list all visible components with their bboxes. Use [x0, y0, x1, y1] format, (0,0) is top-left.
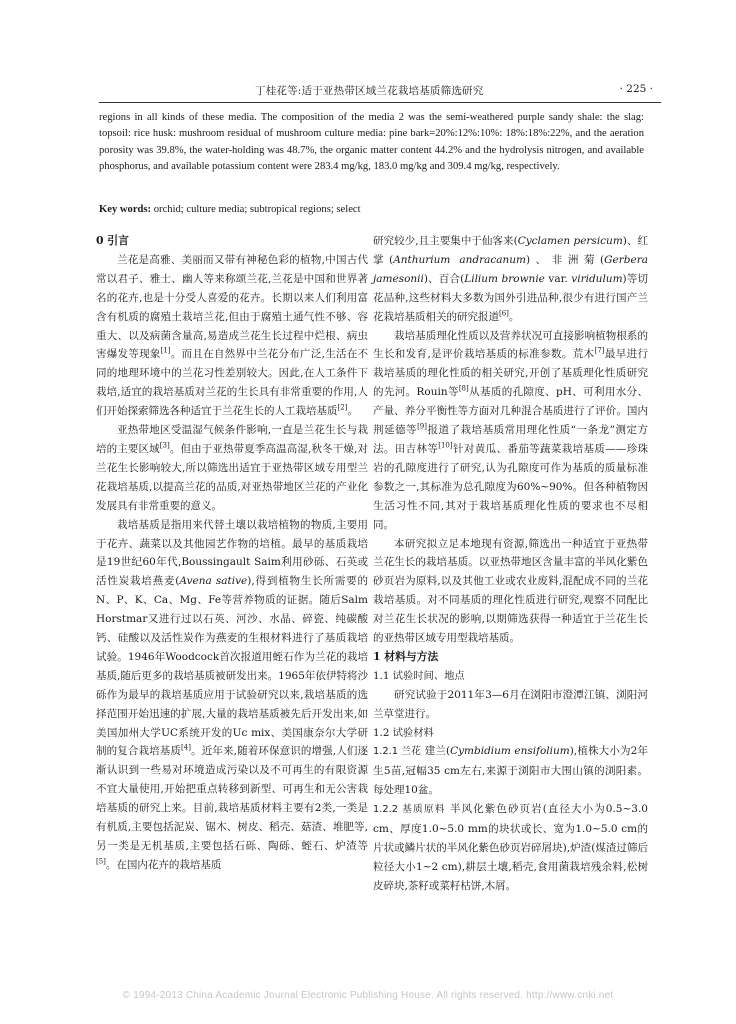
text-run: 兰花是高雅、美丽而又带有神秘色彩的植物,中国古代常以君子、雅士、幽人等来称颂兰花,兰花是中国和世界著名的花卉,也是十分受人喜爱的花卉。长期以来人们利用富含有机质的腐殖土栽培兰花,但由于腐殖土通气性不够、容重大、以及病菌含量高,易造成兰花生长过程中烂根、病虫害爆发等现象	[96, 253, 368, 361]
paragraph-intro-5: 本研究拟立足本地现有资源,筛选出一种适宜于亚热带兰花生长的栽培基质。以亚热带地区含量丰富的半风化紫色砂页岩为原料,以及其他工业或农业废料,混配成不同的兰花栽培基质。对不同基质的理化性质进行研究,观察不同配比对兰花生长状况的影响,以期筛选获得一种适宜于兰花生长的亚热带区域专用型栽培基质。	[373, 537, 648, 645]
text-run: 。近年来,随着环保意识的增强,人们逐渐认识到一些易对环境造成污染以及不可再生的有限资源不宜大量使用,开始把重点转移到新型、可再生和无公害栽培基质的研究上来。目前,栽培基质材料主要有2类,一类是有机质,主要包括泥炭、锯木、树皮、稻壳、菇渣、堆肥等,另一类是无机基质,主要包括石砾、陶砾、蛭石、炉渣等	[96, 745, 368, 852]
paragraph-intro-3-cont	[373, 232, 648, 327]
text-run: 。而且在自然界中兰花分布广泛,生活在不同的地理环境中的兰花习性差别较大。因此,在人工条件下栽培,适宜的栽培基质对兰花的生长具有非常重要的作用,人们开始探索筛选各种适宜于兰花生长的人工栽培基质	[96, 348, 369, 418]
text-run: )等切花品种,这些材料大多数为国外引进品种,很少有进行国产兰花栽培基质相关的研究报道	[373, 272, 648, 323]
text-run: 从基质的孔隙度、pH、可利用水分、产量、养分平衡性等方面对几种混合基质进行了评价。国内荆延德等	[373, 386, 648, 437]
copyright-footer: © 1994-2013 China Academic Journal Electronic Publishing House. All rights reserved. http://www.cnki.net	[122, 990, 614, 1001]
latin-name: Avena sative	[179, 575, 248, 588]
text-run: 。在国内花卉的栽培基质	[105, 858, 222, 871]
item-label: 1.2.2 基质原料	[373, 804, 446, 816]
keywords-label: Key words:	[99, 204, 152, 215]
text-run: 最早进行栽培基质的理化性质的相关研究,开创了基质理化性质研究的先河。Rouin等	[373, 348, 648, 399]
citation: [9]	[417, 422, 427, 431]
citation: [3]	[159, 441, 170, 450]
latin-name: viridulum	[571, 272, 623, 285]
text-run: 。	[508, 310, 520, 323]
text-run: ),得到植物生长所需要的N、P、K、Ca、Mg、Fe等营养物质的证据。随后Salm Horstmar又进行过以石英、河沙、水晶、碎瓷、纯碳酸钙、硅酸以及活性炭作为燕麦的生根材料进行了基质栽培试验。1946年Woodcock首次报道用蛭石作为兰花的栽培基质,随后更多的栽培基质被研发出来。1965年依伊特将沙砾作为最早的栽培基质应用于试验研究以来,栽培基质的选择范围开始迅速的扩展,大量的栽培基质被先后开发出来,如美国加州大学UC系统开发的Uc mix、美国康奈尔大学研制的复合栽培基质	[96, 575, 368, 758]
citation: [5]	[96, 857, 106, 866]
running-title: 丁桂花等:适于亚热带区域兰花栽培基质筛选研究	[255, 85, 484, 97]
citation: [4]	[181, 743, 191, 752]
text-run: )、红掌(	[373, 235, 648, 266]
text-run: 报道了栽培基质常用理化性质“一条龙”测定方法。田吉林等	[373, 424, 648, 455]
citation: [2]	[337, 403, 348, 412]
citation: [10]	[438, 441, 453, 450]
latin-name: Anthurium andracanum	[393, 253, 526, 266]
text-run: )、百合(	[423, 272, 465, 285]
paragraph-intro-4	[373, 327, 648, 535]
item-orchid	[373, 742, 648, 800]
subsection-heading-materials: 1.2 试验材料	[373, 726, 434, 739]
subsection-heading-time-place: 1.1 试验时间、地点	[373, 669, 465, 682]
right-column	[373, 232, 648, 896]
text-run: 半风化紫色砂页岩(直径大小为0.5~3.0 cm、厚度1.0~5.0 mm的块状或长、宽为1.0~5.0 cm的片状或鳞片状的半风化紫色砂页岩碎屑块),炉渣(煤渣过筛后粒径大小1~2 cm),耕层土壤,稻壳,食用菌栽培残余料,松树皮碎块,茶籽或菜籽枯饼,木屑。	[373, 803, 648, 892]
text-run: 。	[347, 405, 358, 418]
english-abstract: regions in all kinds of these media. The composition of the media 2 was the semi-weathered purple sandy shale: the slag: topsoil: rice husk: mushroom residual of mushroom culture media: pine bark=20%:12%:10%: 18%:18%:22%, and the aeration porosity was 39.8%, the water-holding was 48.7%, the organic matter content 44.2% and the hydrolysis nitrogen, and available phosphorus, and available potassium content were 283.4 mg/kg, 183.0 mg/kg and 309.4 mg/kg, respectively.	[99, 112, 644, 172]
citation: [8]	[458, 384, 469, 393]
paragraph-time-place: 研究试验于2011年3—6月在浏阳市澄潭江镇、浏阳河兰草堂进行。	[373, 688, 648, 720]
paragraph-intro-2	[96, 421, 368, 516]
latin-name: Cyclamen persicum	[517, 235, 623, 247]
text-run: 建兰(	[421, 745, 451, 758]
text-run: 栽培基质是指用来代替土壤以栽培植物的物质,主要用于花卉、蔬菜以及其他园艺作物的培植。最早的基质栽培是19世纪60年代,Boussingault Saim利用砂砾、石英或活性炭栽培燕麦(	[96, 518, 368, 588]
text-run: 研究较少,且主要集中于仙客来(	[373, 235, 518, 247]
latin-name: Gerbera jamesonii	[373, 253, 648, 285]
text-run: 。但由于亚热带夏季高温高湿,秋冬干燥,对兰花生长影响较大,所以筛选出适宜于亚热带区域专用型兰花栽培基质,以提高兰花的品质,对亚热带地区兰花的产业化发展具有非常重要的意义。	[96, 442, 369, 512]
text-run: 栽培基质理化性质以及营养状况可直接影响植物根系的生长和发育,是评价栽培基质的标准参数。荒木	[373, 329, 648, 361]
keywords-list: orchid; culture media; subtropical regions; select	[151, 204, 361, 215]
text-run: )、非洲菊(	[525, 253, 605, 266]
paragraph-intro-3	[96, 516, 368, 875]
citation: [1]	[160, 346, 171, 355]
page-number: · 225 ·	[619, 83, 653, 95]
text-run: var.	[544, 272, 572, 285]
section-heading-materials-methods: 1 材料与方法	[373, 649, 439, 663]
citation: [7]	[594, 346, 605, 355]
text-run: ),植株大小为2年生5苗,冠幅35 cm左右,来源于浏阳市大围山镇的浏阳素。每处理10盆。	[373, 745, 648, 797]
paragraph-intro-1	[96, 251, 368, 421]
citation: [6]	[499, 309, 509, 318]
item-media-raw-materials	[373, 800, 648, 896]
section-heading-introduction: 0 引言	[96, 234, 129, 247]
left-column	[96, 232, 368, 875]
latin-name: Cymbidium ensifolium	[450, 745, 570, 758]
item-label: 1.2.1 兰花	[373, 746, 422, 758]
running-header	[99, 80, 661, 103]
text-run: 针对黄瓜、番茄等蔬菜栽培基质——珍珠岩的孔隙度进行了研究,认为孔隙度可作为基质的质量标准参数之一,其标准为总孔隙度为60%~90%。但各种植物因生活习性不同,其对于栽培基质理化性质的要求也不尽相同。	[373, 442, 648, 531]
keywords-line	[99, 204, 644, 215]
text-run: 亚热带地区受温湿气候条件影响,一直是兰花生长与栽培的主要区域	[96, 424, 368, 455]
latin-name: Lilium brownie	[464, 272, 545, 285]
